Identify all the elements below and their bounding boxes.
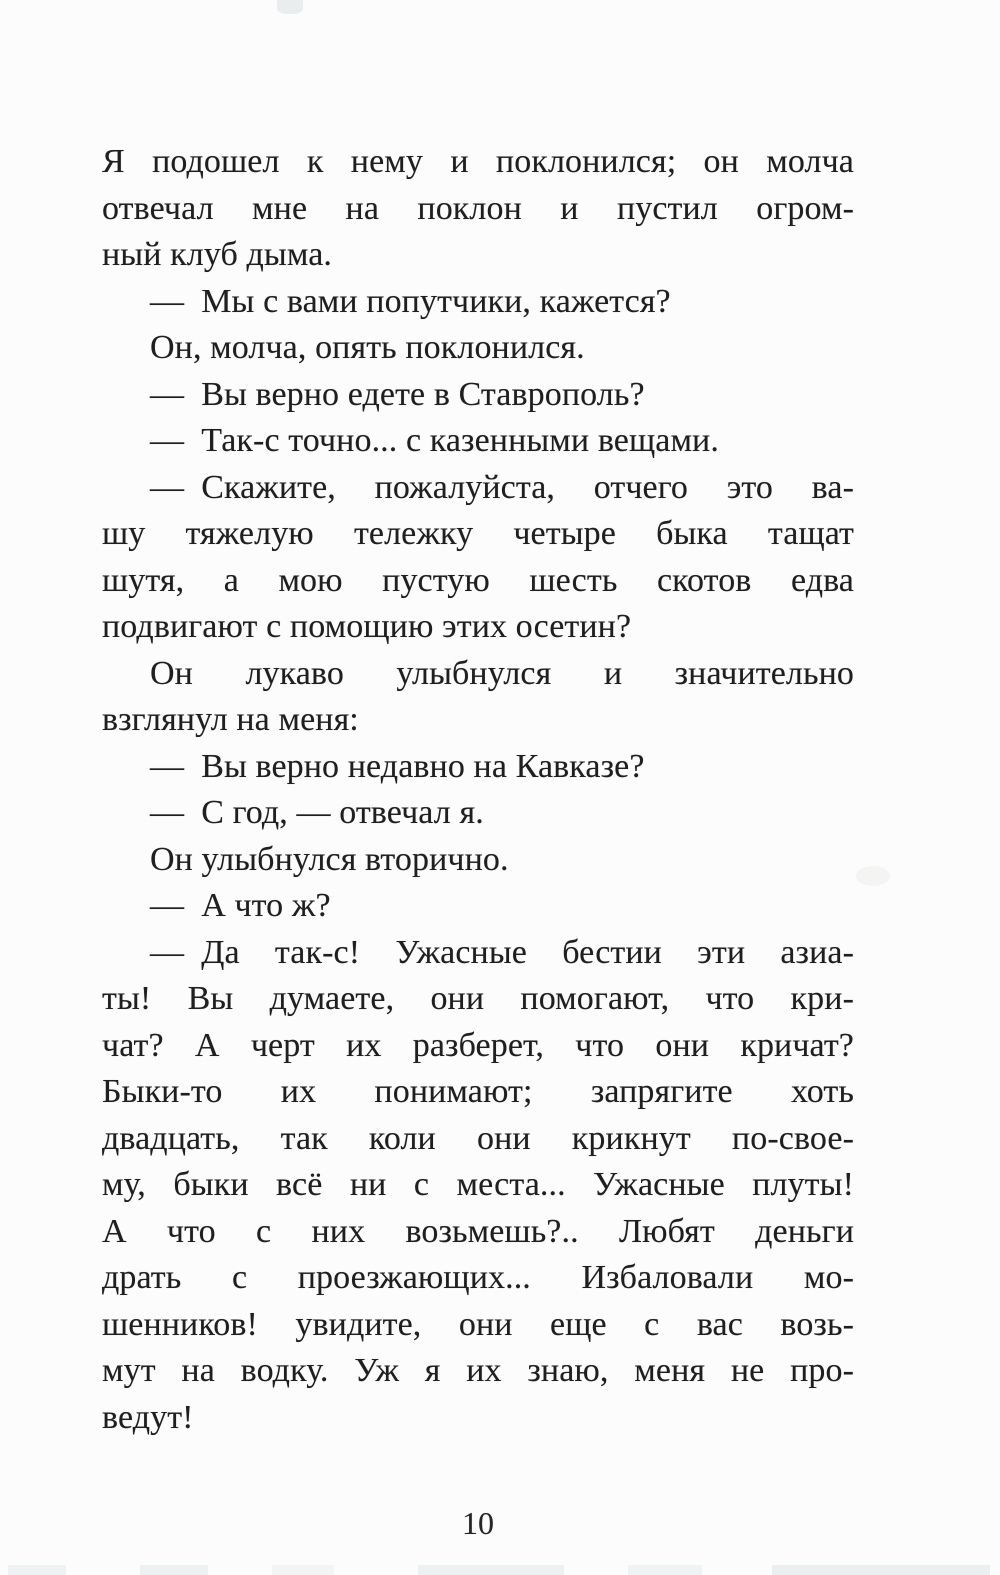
scan-edge-patch xyxy=(140,1565,208,1575)
text-line: Я подошел к нему и поклонился; он молча xyxy=(102,143,854,180)
text-line: — Мы с вами попутчики, кажется? xyxy=(150,282,671,320)
page-number: 10 xyxy=(462,1505,494,1541)
text-line: — Так-с точно... с казенными вещами. xyxy=(150,422,719,459)
scan-edge-patch xyxy=(272,1565,334,1575)
text-line: отвечал мне на поклон и пустил огром- xyxy=(102,189,854,227)
text-line: взглянул на меня: xyxy=(102,701,359,738)
text-line: му, быки всё ни с места... Ужасные плуты! xyxy=(102,1166,854,1203)
text-line: шенников! увидите, они еще с вас возь- xyxy=(102,1305,854,1343)
text-line: Быки-то их понимают; запрягите хоть xyxy=(102,1073,854,1110)
text-line: ный клуб дыма. xyxy=(102,236,332,273)
scan-edge-patch xyxy=(772,1565,990,1575)
text-line: шутя, а мою пустую шесть скотов едва xyxy=(102,561,854,599)
text-line: А что с них возьмешь?.. Любят деньги xyxy=(102,1212,854,1250)
text-line: ведут! xyxy=(102,1398,194,1436)
text-line: — Скажите, пожалуйста, отчего это ва- xyxy=(150,468,854,506)
text-line: двадцать, так коли они крикнут по-свое- xyxy=(102,1119,854,1157)
scan-artifact-smudge xyxy=(856,866,890,886)
text-line: ты! Вы думаете, они помогают, что кри- xyxy=(102,980,854,1017)
text-line: Он лукаво улыбнулся и значительно xyxy=(150,654,854,692)
text-line: чат? А черт их разберет, что они кричат? xyxy=(102,1026,854,1064)
text-line: подвигают с помощию этих осетин? xyxy=(102,608,632,645)
text-line: — Вы верно недавно на Кавказе? xyxy=(150,747,645,785)
text-line: — С год, — отвечал я. xyxy=(150,794,484,831)
text-line: — Вы верно едете в Ставрополь? xyxy=(150,375,645,413)
text-line: — Да так-с! Ужасные бестии эти азиа- xyxy=(150,933,854,971)
scan-edge-artifact xyxy=(0,1562,1000,1575)
scan-edge-patch xyxy=(8,1565,66,1575)
scan-edge-patch xyxy=(628,1565,702,1575)
scan-artifact-top xyxy=(277,0,303,14)
scan-edge-patch xyxy=(418,1565,564,1575)
text-line: Он, молча, опять поклонился. xyxy=(150,329,585,366)
text-line: — А что ж? xyxy=(150,887,331,924)
text-line: драть с проезжающих... Избаловали мо- xyxy=(102,1259,854,1296)
text-line: мут на водку. Уж я их знаю, меня не про- xyxy=(102,1352,854,1389)
text-line: шу тяжелую тележку четыре быка тащат xyxy=(102,515,854,552)
page-text xyxy=(102,139,854,1441)
text-line: Он улыбнулся вторично. xyxy=(150,840,509,878)
